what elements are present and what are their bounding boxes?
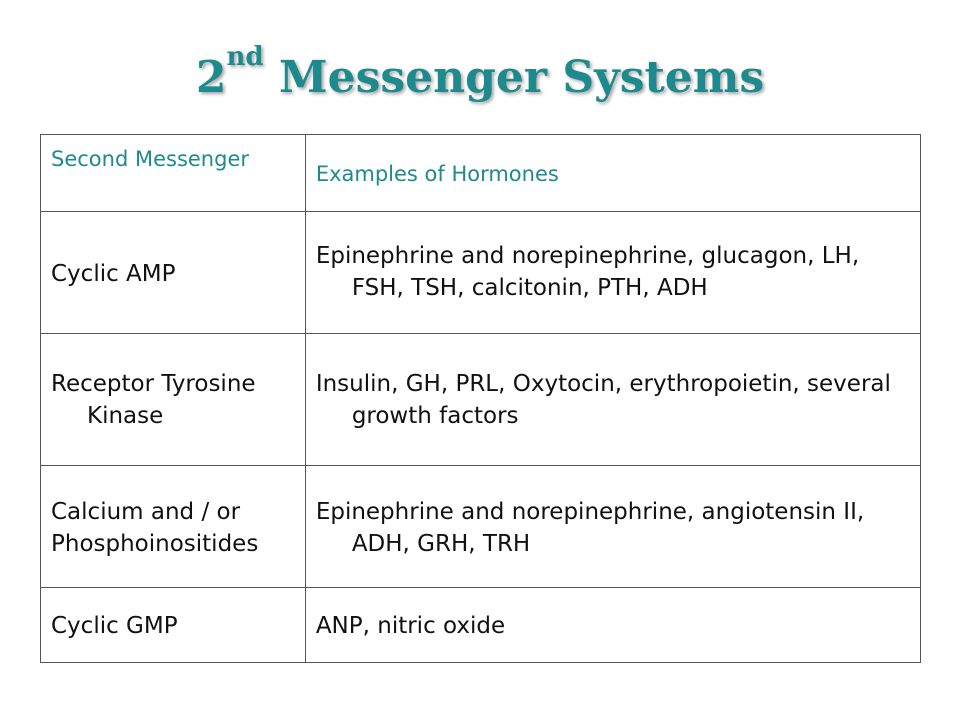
table-cell	[305, 334, 920, 466]
table-cell	[41, 212, 306, 334]
table-cell	[305, 588, 920, 663]
header-cell-examples	[305, 135, 920, 212]
table-row	[41, 334, 921, 466]
messenger-name: Receptor Tyrosine Kinase	[51, 371, 256, 429]
messenger-name: Cyclic GMP	[51, 613, 178, 639]
hormone-examples: Insulin, GH, PRL, Oxytocin, erythropoietin, several growth factors	[315, 371, 891, 429]
header-label: Second Messenger	[51, 147, 249, 171]
messenger-name: Calcium and / or Phosphoinositides	[51, 499, 259, 557]
table-cell	[305, 212, 920, 334]
messenger-name: Cyclic AMP	[51, 261, 176, 287]
table-cell	[305, 466, 920, 588]
title-number: 2	[195, 52, 227, 103]
hormone-examples: Epinephrine and norepinephrine, glucagon, LH, FSH, TSH, calcitonin, PTH, ADH	[315, 243, 860, 301]
table-header-row	[41, 135, 921, 212]
slide-title	[0, 42, 960, 108]
table-row	[41, 212, 921, 334]
title-text: Messenger Systems	[263, 52, 765, 103]
table-row	[41, 466, 921, 588]
table-cell	[41, 588, 306, 663]
header-cell-second-messenger	[41, 135, 306, 212]
table-row	[41, 588, 921, 663]
table-cell	[41, 466, 306, 588]
title-ordinal-suffix: nd	[226, 42, 264, 72]
messenger-table	[40, 134, 921, 663]
hormone-examples: ANP, nitric oxide	[315, 613, 506, 639]
table-cell	[41, 334, 306, 466]
header-label: Examples of Hormones	[315, 162, 559, 186]
hormone-examples: Epinephrine and norepinephrine, angiotensin II, ADH, GRH, TRH	[315, 499, 865, 557]
